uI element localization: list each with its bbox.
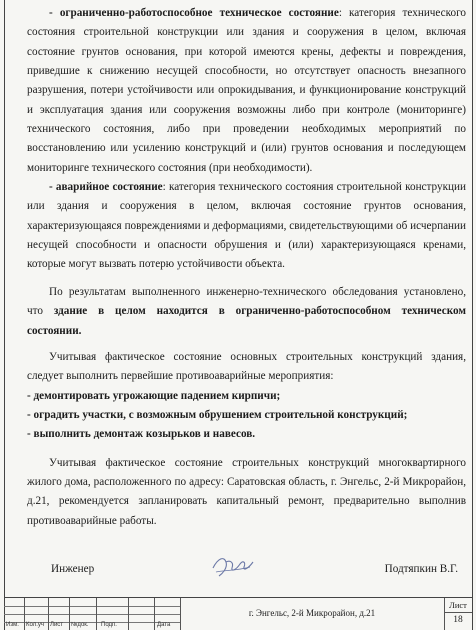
signer-name: Подтяпкин В.Г. [384, 563, 458, 575]
stamp-column-headers [4, 622, 180, 630]
stamp-col-doc: №док. [71, 622, 89, 628]
document-body [27, 4, 466, 531]
stamp-sheet-divider [444, 612, 472, 613]
signature-row [27, 563, 466, 583]
term-emergency-state: - аварийное состояние [49, 181, 163, 194]
recommendation-paragraph: Учитывая фактическое состояние строительных конструкций многоквартирного жилого дома, расположенного по адресу: Саратовская область, г. Энгельс, 2-й Микрорайон, д.21, рекомендуется запланировать капитальный ремонт, предварительно выполнив противоаварийные работы. [27, 456, 466, 527]
stamp-col-kol-uch: Кол.уч [26, 622, 44, 628]
term-limited-state: - ограниченно-работоспособное техническое состояние [49, 7, 339, 19]
stamp-sheet-label: Лист [449, 600, 467, 610]
conclusion-bold: здание в целом находится в ограниченно-работоспособном техническом состоянии. [27, 305, 466, 337]
definition-emergency-state [27, 178, 466, 275]
stamp-address: г. Энгельс, 2-й Микрорайон, д.21 [248, 608, 376, 618]
definition-limited-state [27, 4, 466, 178]
frame-border-right [472, 0, 473, 630]
action-item: - демонтировать угрожающие падением кирпичи; [27, 389, 281, 402]
definition-limited-state-text: : категория технического состояния строительной конструкции или здания и сооружения в целом, включая состояние грунтов основания, при которой имеются крены, дефекты и повреждения, приведшие к снижению несущей способности, но отсутствует опасность внезапного разрушения, потери устойчивости или опрокидывания, и функционирование конструкций и эксплуатация здания или сооружения возможны либо при контроле (мониторинге) технического состояния, либо при проведении необходимых мероприятий по восстановлению или усилению конструкций и (или) грунтов основания и последующем мониторинге технического состояния (при необходимости). [27, 7, 467, 174]
stamp-col-izm: Изм. [6, 622, 19, 628]
frame-border-left [4, 0, 5, 630]
measures-intro: Учитывая фактическое состояние основных строительных конструкций здания, следует выполнить первейшие противоаварийные мероприятия: [27, 350, 466, 383]
stamp-col-list: Лист [50, 622, 64, 628]
stamp-col-sign: Подп. [101, 622, 117, 628]
stamp-sheet-number: 18 [453, 615, 463, 625]
signer-role: Инженер [51, 563, 95, 575]
definition-emergency-state-text: : категория технического состояния строительной конструкции или здания и сооружения в целом, включая состояние грунтов основания, характеризующаяся повреждениями и деформациями, свидетельствующими об исчерпании несущей способности и опасности обрушения и (или) характеризующаяся кренами, которые могут вызвать потерю устойчивости объекта. [27, 181, 466, 271]
conclusion-paragraph [27, 283, 466, 341]
title-block-stamp [4, 597, 472, 630]
conclusion-text: По результатам выполненного инженерно-технического обследования установлено, что [27, 285, 466, 318]
action-item: - оградить участки, с возможным обрушением строительной конструкций; [27, 408, 408, 421]
stamp-col-date: Дата [157, 622, 171, 628]
action-item: - выполнить демонтаж козырьков и навесов. [27, 428, 256, 441]
